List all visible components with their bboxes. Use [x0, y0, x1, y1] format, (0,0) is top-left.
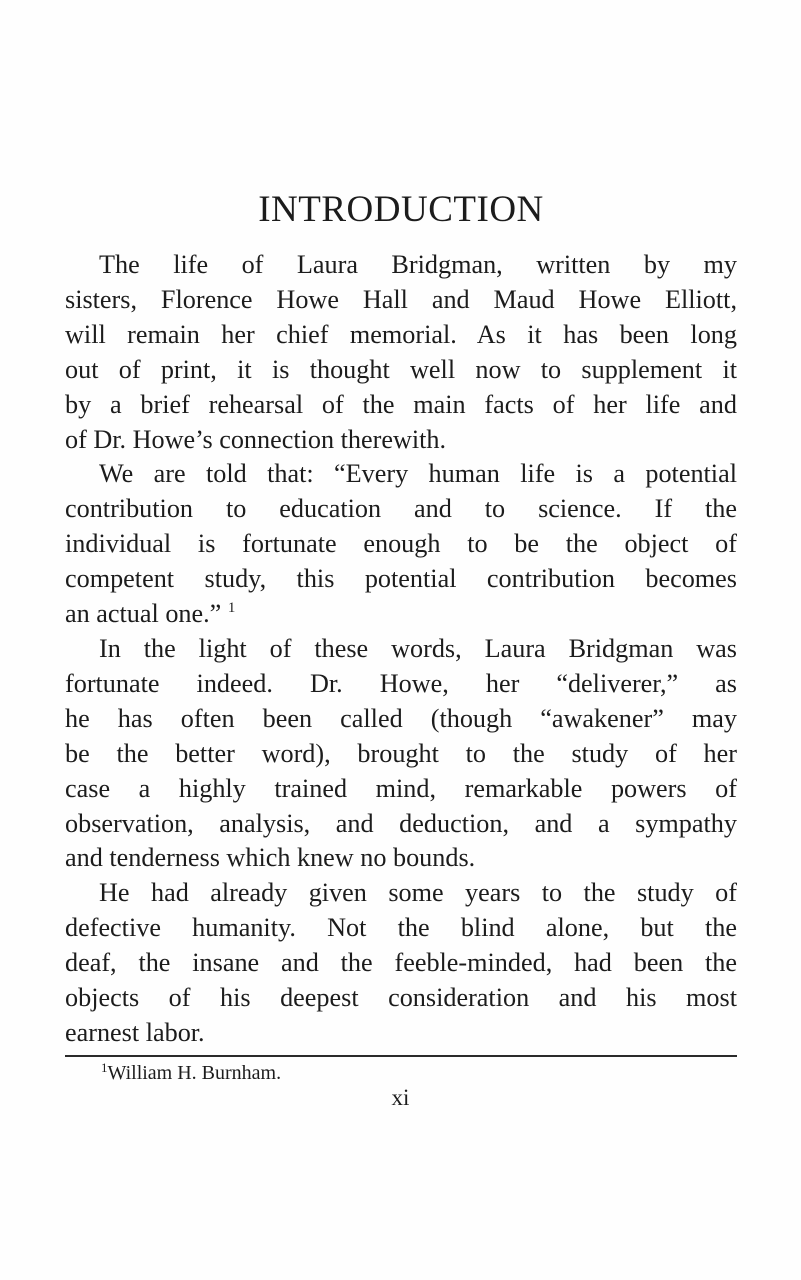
paragraph-1: [65, 248, 737, 457]
text-line: He had already given some years to the study of: [99, 878, 737, 908]
text-line: will remain her chief memorial. As it has been long: [65, 319, 737, 349]
text-fragment: an actual one.”: [65, 599, 222, 629]
text-line-with-note: [65, 597, 737, 632]
paragraph-2: [65, 457, 737, 632]
text-line: sisters, Florence Howe Hall and Maud Howe Elliott,: [65, 284, 737, 314]
text-line: deaf, the insane and the feeble-minded, had been the: [65, 948, 737, 978]
text-line: by a brief rehearsal of the main facts of her life and: [65, 389, 737, 419]
footnote: [101, 1060, 281, 1086]
chapter-heading: INTRODUCTION: [258, 189, 544, 230]
text-line: out of print, it is thought well now to supplement it: [65, 354, 737, 384]
footnote-divider: [65, 1055, 737, 1057]
text-line: The life of Laura Bridgman, written by my: [99, 250, 737, 279]
text-line: contribution to education and to science. If the: [65, 494, 737, 524]
page-body: [65, 180, 737, 1051]
footnote-reference: 1: [227, 600, 236, 617]
page-number: xi: [391, 1085, 410, 1110]
footnote-marker: 1: [101, 1060, 108, 1075]
footnote-text: William H. Burnham.: [107, 1062, 282, 1084]
text-line: observation, analysis, and deduction, and a sympathy: [65, 808, 737, 838]
paragraph-3: [65, 632, 737, 876]
text-line: individual is fortunate enough to be the object of: [65, 529, 737, 559]
text-line: be the better word), brought to the study of her: [65, 738, 737, 768]
text-line: of Dr. Howe’s connection therewith.: [65, 424, 447, 454]
text-line: defective humanity. Not the blind alone, but the: [65, 913, 737, 943]
text-line: and tenderness which knew no bounds.: [65, 843, 476, 873]
paragraph-4: [65, 876, 737, 1051]
text-line: competent study, this potential contribution becomes: [65, 564, 737, 594]
text-line: earnest labor.: [65, 1017, 205, 1047]
text-line: case a highly trained mind, remarkable powers of: [65, 773, 737, 803]
text-line: We are told that: “Every human life is a potential: [99, 459, 737, 489]
text-line: In the light of these words, Laura Bridgman was: [99, 633, 737, 663]
text-line: he has often been called (though “awakener” may: [65, 703, 737, 733]
text-line: objects of his deepest consideration and his most: [65, 983, 737, 1013]
text-line: fortunate indeed. Dr. Howe, her “deliverer,” as: [65, 668, 737, 698]
